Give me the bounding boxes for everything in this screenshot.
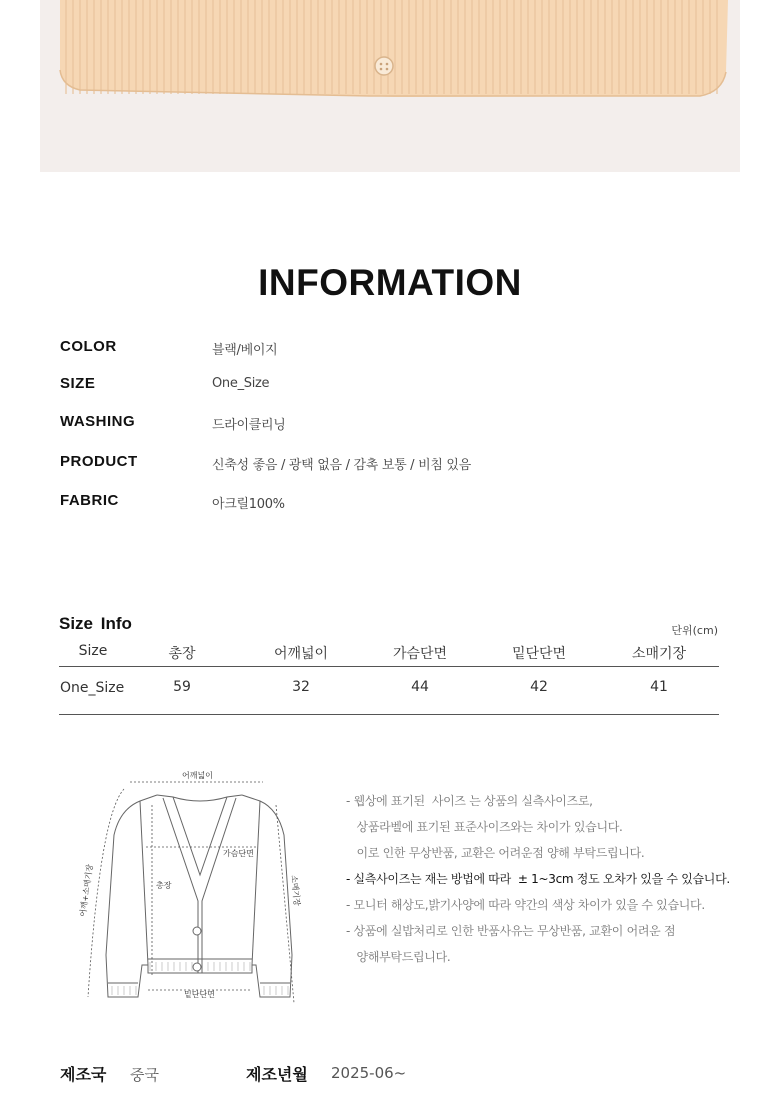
info-row-washing <box>60 413 720 437</box>
note-item: 양해부탁드립니다. <box>346 950 451 964</box>
info-value: One_Size <box>212 376 270 391</box>
cardigan-sketch <box>80 765 320 1010</box>
information-title: INFORMATION <box>258 262 522 303</box>
info-value: 아크릴100% <box>212 497 285 512</box>
table-bottom-line <box>59 714 719 715</box>
info-label: PRODUCT <box>60 453 138 470</box>
size-info-title: Size Info <box>59 614 132 633</box>
info-label: SIZE <box>60 375 96 392</box>
header-cell: 밑단단면 <box>511 646 567 662</box>
header-cell: 어깨넓이 <box>273 646 329 662</box>
product-photo <box>40 0 740 172</box>
info-row-product <box>60 453 720 477</box>
unit-label: 단위(cm) <box>671 624 718 637</box>
note-item: 이로 인한 무상반품, 교환은 어려운점 양해 부탁드립니다. <box>346 846 645 860</box>
info-row-fabric <box>60 492 720 516</box>
table-cell: 59 <box>173 679 191 695</box>
notes-list <box>346 788 746 970</box>
chest-label: 가슴단면 <box>223 849 254 858</box>
note-item: - 모니터 해상도,밝기사양에 따라 약간의 색상 차이가 있을 수 있습니다. <box>346 898 705 912</box>
info-row-color <box>60 338 720 362</box>
note-item: - 웹상에 표기된 사이즈 는 상품의 실측사이즈로, <box>346 794 593 808</box>
info-value: 블랙/베이지 <box>212 343 278 358</box>
note-item-highlight: - 실측사이즈는 재는 방법에 따라 ± 1~3cm 정도 오차가 있을 수 있습니다. <box>346 872 730 886</box>
info-value: 드라이클리닝 <box>212 418 286 433</box>
length-label: 총장 <box>156 881 172 890</box>
table-cell: 42 <box>530 679 548 695</box>
table-divider <box>59 666 719 667</box>
info-row-size <box>60 375 720 399</box>
shoulder-label: 어깨넓이 <box>182 771 213 780</box>
table-cell: 32 <box>292 679 310 695</box>
sleeve-left-label: 어깨+소매기장 <box>78 863 95 918</box>
table-cell: 44 <box>411 679 429 695</box>
info-label: FABRIC <box>60 492 119 509</box>
country-label: 제조국 <box>60 1065 107 1084</box>
table-cell: 41 <box>650 679 668 695</box>
note-item: 상품라벨에 표기된 표준사이즈와는 차이가 있습니다. <box>346 820 623 834</box>
country-value: 중국 <box>130 1066 159 1084</box>
header-cell: 소매기장 <box>631 646 687 662</box>
hem-label: 밑단단면 <box>184 990 215 999</box>
cardigan-hem-image <box>40 0 740 172</box>
date-value: 2025-06~ <box>331 1064 407 1082</box>
info-label: WASHING <box>60 413 136 430</box>
note-item: - 상품에 실밥처리로 인한 반품사유는 무상반품, 교환이 어려운 점 <box>346 924 676 938</box>
info-label: COLOR <box>60 338 117 355</box>
header-cell: 총장 <box>168 646 196 662</box>
header-cell: 가슴단면 <box>392 646 448 662</box>
date-label: 제조년월 <box>246 1065 308 1084</box>
table-cell: One_Size <box>60 680 125 696</box>
info-value: 신축성 좋음 / 광택 없음 / 감촉 보통 / 비침 있음 <box>212 458 471 473</box>
measurement-diagram <box>80 765 320 1014</box>
sleeve-right-label: 소매기장 <box>289 874 302 907</box>
header-cell: Size <box>78 643 108 659</box>
